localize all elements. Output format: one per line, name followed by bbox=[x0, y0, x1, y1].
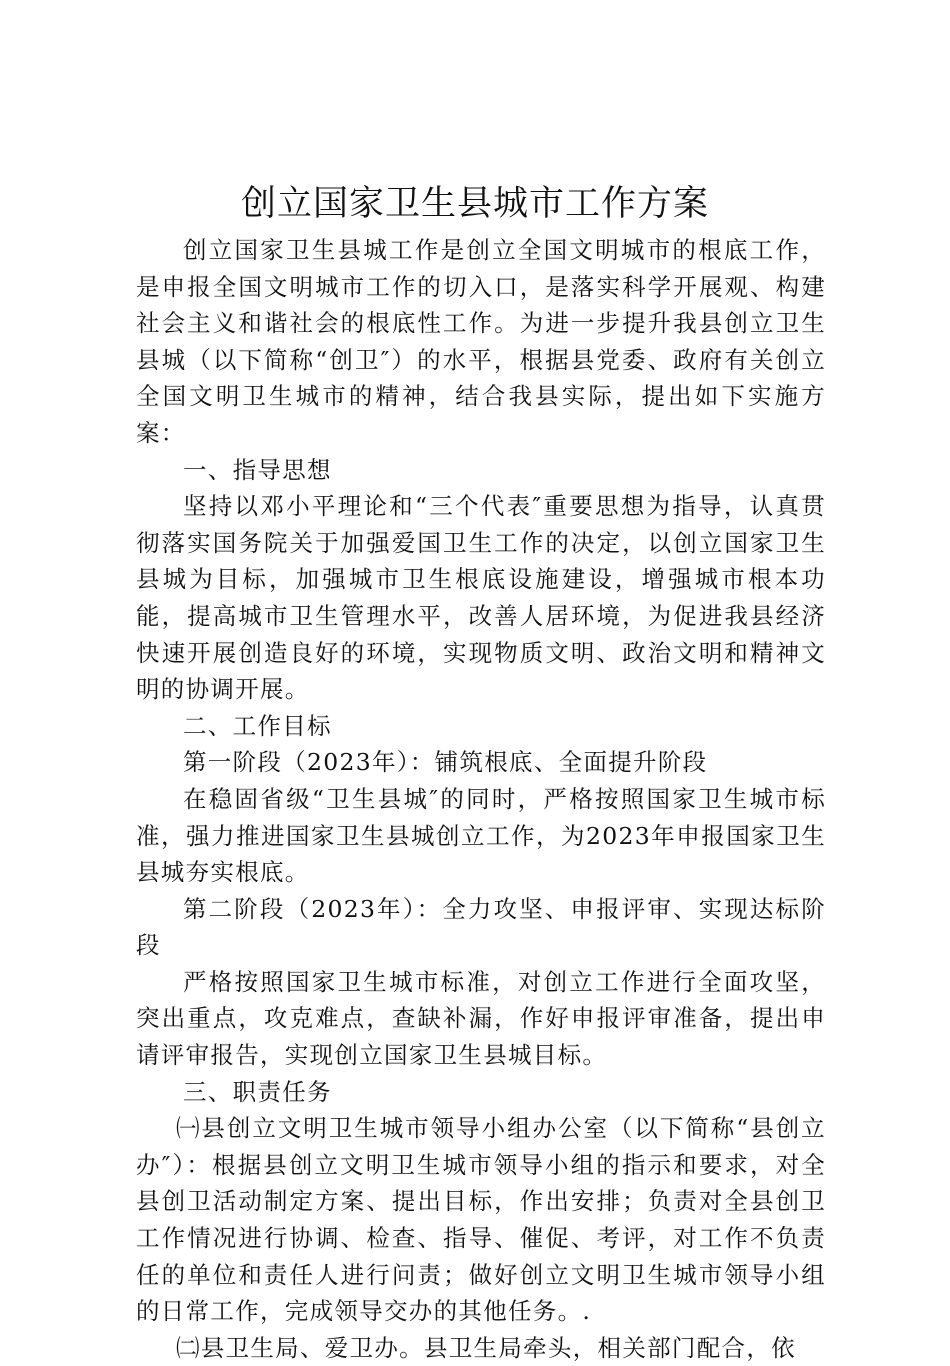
responsibility-item-2: ㈡县卫生局、爱卫办。县卫生局牵头，相关部门配合，依 bbox=[175, 1333, 796, 1362]
intro-paragraph: 创立国家卫生县城工作是创立全国文明城市的根底工作，是申报全国文明城市工作的切入口，是落实科学开展观、构建社会主义和谐社会的根底性工作。为进一步提升我县创立卫生县城（以下简称“创卫″）的水平，根据县党委、政府有关创立全国文明卫生城市的精神，结合我县实际，提出如下实施方案： bbox=[136, 236, 826, 447]
section-heading-work-goals: 二、工作目标 bbox=[183, 711, 332, 740]
phase-two-paragraph: 严格按照国家卫生城市标准，对创立工作进行全面攻坚，突出重点，攻克难点，查缺补漏，作好申报评审准备，提出申请评审报告，实现创立国家卫生县城目标。 bbox=[136, 967, 826, 1070]
guiding-ideology-paragraph: 坚持以邓小平理论和“三个代表″重要思想为指导，认真贯彻落实国务院关于加强爱国卫生工作的决定，以创立国家卫生县城为目标，加强城市卫生根底设施建设，增强城市根本功能，提高城市卫生管理水平，改善人居环境，为促进我县经济快速开展创造良好的环境，实现物质文明、政治文明和精神文明的协调开展。 bbox=[136, 492, 826, 704]
document-body bbox=[136, 232, 826, 1366]
responsibility-item-1: ㈠县创立文明卫生城市领导小组办公室（以下简称“县创立办″）：根据县创立文明卫生城市领导小组的指示和要求，对全县创卫活动制定方案、提出目标，作出安排；负责对全县创卫工作情况进行协调、检查、指导、催促、考评，对工作不负责任的单位和责任人进行问责；做好创立文明卫生城市领导小组的日常工作，完成领导交办的其他任务。. bbox=[136, 1114, 826, 1326]
document-title: 创立国家卫生县城市工作方案 bbox=[240, 184, 709, 224]
phase-two-heading: 第二阶段（2023年）：全力攻坚、申报评审、实现达标阶段 bbox=[136, 894, 826, 960]
section-heading-guiding-ideology: 一、指导思想 bbox=[183, 455, 332, 484]
phase-one-paragraph: 在稳固省级“卫生县城″的同时，严格按照国家卫生城市标准，强力推进国家卫生县城创立工作，为2023年申报国家卫生县城夯实根底。 bbox=[136, 784, 826, 887]
section-heading-responsibilities: 三、职责任务 bbox=[183, 1077, 332, 1106]
phase-one-heading: 第一阶段（2023年）：铺筑根底、全面提升阶段 bbox=[183, 748, 708, 777]
